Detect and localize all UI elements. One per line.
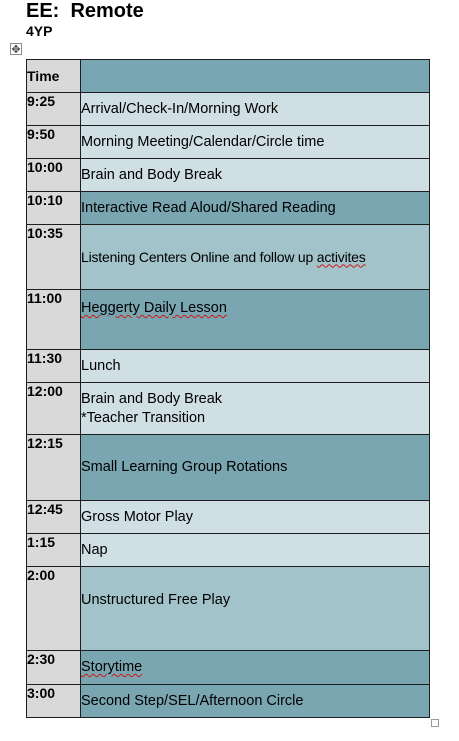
row-time: 10:35 [27, 225, 81, 290]
row-time: 12:15 [27, 435, 81, 501]
row-activity: Interactive Read Aloud/Shared Reading [81, 192, 430, 225]
row-activity [81, 290, 430, 350]
table-resize-handle[interactable] [431, 719, 439, 727]
spellcheck-marked-text: Heggerty Daily Lesson [81, 300, 227, 316]
spellcheck-marked-text: Storytime [81, 659, 143, 675]
row-time: 9:50 [27, 126, 81, 159]
table-row [27, 685, 430, 718]
row-activity: Arrival/Check-In/Morning Work [81, 93, 430, 126]
spellcheck-marked-text: Listening Centers Online and follow up activites [81, 248, 366, 265]
table-move-handle-icon[interactable]: ✥ [11, 44, 21, 56]
row-time: 10:10 [27, 192, 81, 225]
document-subtitle: 4YP [26, 23, 53, 39]
row-time: 10:00 [27, 159, 81, 192]
row-activity: Morning Meeting/Calendar/Circle time [81, 126, 430, 159]
table-row [27, 501, 430, 534]
row-time: 2:00 [27, 567, 81, 651]
table-row [27, 225, 430, 290]
row-time: 11:30 [27, 350, 81, 383]
schedule-table [26, 59, 430, 718]
row-time: 3:00 [27, 685, 81, 718]
row-time: 9:25 [27, 93, 81, 126]
activity-column-header [81, 60, 430, 93]
table-header-row [27, 60, 430, 93]
table-row [27, 435, 430, 501]
row-activity: Gross Motor Play [81, 501, 430, 534]
table-row [27, 651, 430, 685]
row-activity: Small Learning Group Rotations [81, 435, 430, 501]
table-row [27, 159, 430, 192]
time-column-header: Time [27, 60, 81, 93]
row-activity: Lunch [81, 350, 430, 383]
table-row [27, 534, 430, 567]
row-activity: Brain and Body Break [81, 159, 430, 192]
table-row [27, 93, 430, 126]
row-activity: Second Step/SEL/Afternoon Circle [81, 685, 430, 718]
row-time: 12:00 [27, 383, 81, 435]
table-row [27, 290, 430, 350]
row-activity [81, 225, 430, 290]
table-row [27, 192, 430, 225]
row-time: 12:45 [27, 501, 81, 534]
table-row [27, 567, 430, 651]
row-activity: Nap [81, 534, 430, 567]
row-activity: Unstructured Free Play [81, 567, 430, 651]
row-time: 1:15 [27, 534, 81, 567]
table-row [27, 350, 430, 383]
table-row [27, 126, 430, 159]
row-time: 2:30 [27, 651, 81, 685]
row-time: 11:00 [27, 290, 81, 350]
document-title: EE: Remote [26, 0, 144, 22]
row-activity [81, 651, 430, 685]
table-row [27, 383, 430, 435]
misspelled-word: activites [316, 248, 366, 265]
row-activity: Brain and Body Break *Teacher Transition [81, 383, 430, 435]
